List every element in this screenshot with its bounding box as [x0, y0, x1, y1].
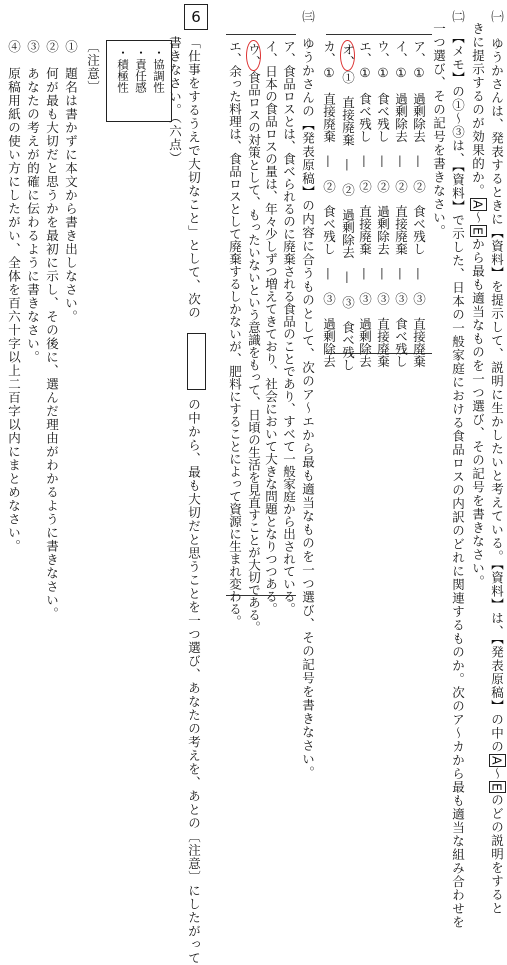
q3-option-a[interactable]: ア、食品ロスとは、食べられるのに廃棄される食品のことであり、すべて一般家庭から出されている。 — [281, 40, 297, 615]
attributes-box — [106, 40, 172, 122]
q2-option-u[interactable]: ウ、① 食べ残し — ② 過剰除去 — ③ 直接廃棄 — [375, 40, 391, 368]
caution-2: ② 何が最も大切だと思うかを最初に示し、その後に、選んだ理由がわかるように書きなさい。 — [44, 40, 60, 621]
question-number-6: 6 — [184, 4, 208, 30]
q2-option-o-circled[interactable]: オ、① 直接廃棄 — ② 過剰除去 — ③ 食べ残し — [340, 40, 355, 371]
q6-line1a: 「仕事をするうえで大切なこと」として、次の — [186, 36, 202, 320]
box-a: A — [489, 755, 505, 766]
caution-1: ① 題名は書かずに本文から書き出しなさい。 — [63, 40, 79, 324]
q6-line2: 書きなさい。（六点） — [167, 36, 183, 165]
caution-3: ③ あなたの考えが的確に伝わるように書きなさい。 — [25, 40, 41, 364]
attribute-responsibility: ・責任感 — [134, 47, 148, 93]
q3-option-i[interactable]: イ、日本の食品ロスの量は、年々少しずつ増えてきており、社会において大きな問題となりつつある。 — [263, 40, 279, 615]
q2-option-i[interactable]: イ、① 過剰除去 — ② 直接廃棄 — ③ 食べ残し — [393, 40, 409, 368]
caution-4: ④ 原稿用紙の使い方にしたがい、全体を百六十字以上二百字以内にまとめなさい。 — [6, 40, 22, 553]
attribute-initiative: ・積極性 — [116, 47, 130, 93]
q3-line1: ㈢ ゆうかさんの【発表原稿】の内容に合うものとして、次のア〜エから最も適当なものを一つ選び、その記号を書きなさい。 — [300, 10, 316, 780]
box-e: E — [489, 782, 505, 792]
q2-option-e[interactable]: エ、① 食べ残し — ② 直接廃棄 — ③ 過剰除去 — [357, 40, 373, 368]
q2-line1: ㈡ 【メモ】の①〜③は、【資料】で示した、日本の一般家庭における食品ロスの内訳のどれに関連するものか。次のア〜カから最も適当な組み合わせを — [450, 10, 466, 929]
q1-line2: きに提示するのが効果的か。A〜Eから最も適当なものを一つ選び、その記号を書きなさい。 — [470, 22, 486, 589]
attributes-reference-box — [187, 333, 206, 390]
q1-line1: ㈠ ゆうかさんは、発表するときに【資料】を提示して、説明に生かしたいと考えている。【資料】は、【発表原稿】の中のA〜Eのどの説明をすると — [489, 10, 505, 915]
q3-option-e[interactable]: エ、余った料理は、食品ロスとして廃棄するしかないが、肥料にすることによって資源に生まれ変わる。 — [227, 40, 243, 628]
answer-circle: ウ、 — [246, 40, 261, 71]
answer-circle: オ、 — [340, 40, 355, 71]
attribute-cooperation: ・協調性 — [152, 47, 166, 93]
caution-title: 〔注意〕 — [85, 40, 101, 94]
q2-line2: 一つ選び、その記号を書きなさい。 — [431, 22, 447, 238]
q6-line1b: の中から、最も大切だと思うことを一つ選び、あなたの考えを、あとの〔注意〕にしたがって — [186, 398, 202, 965]
q3-option-u-circled[interactable]: ウ、食品ロスの対策として、もったいないという意識をもって、日頃の生活を見直すことが大切である。 — [246, 40, 261, 634]
q2-option-ka[interactable]: カ、① 直接廃棄 — ② 食べ残し — ③ 過剰除去 — [321, 40, 337, 368]
q2-option-a[interactable]: ア、① 過剰除去 — ② 食べ残し — ③ 直接廃棄 — [411, 40, 427, 368]
